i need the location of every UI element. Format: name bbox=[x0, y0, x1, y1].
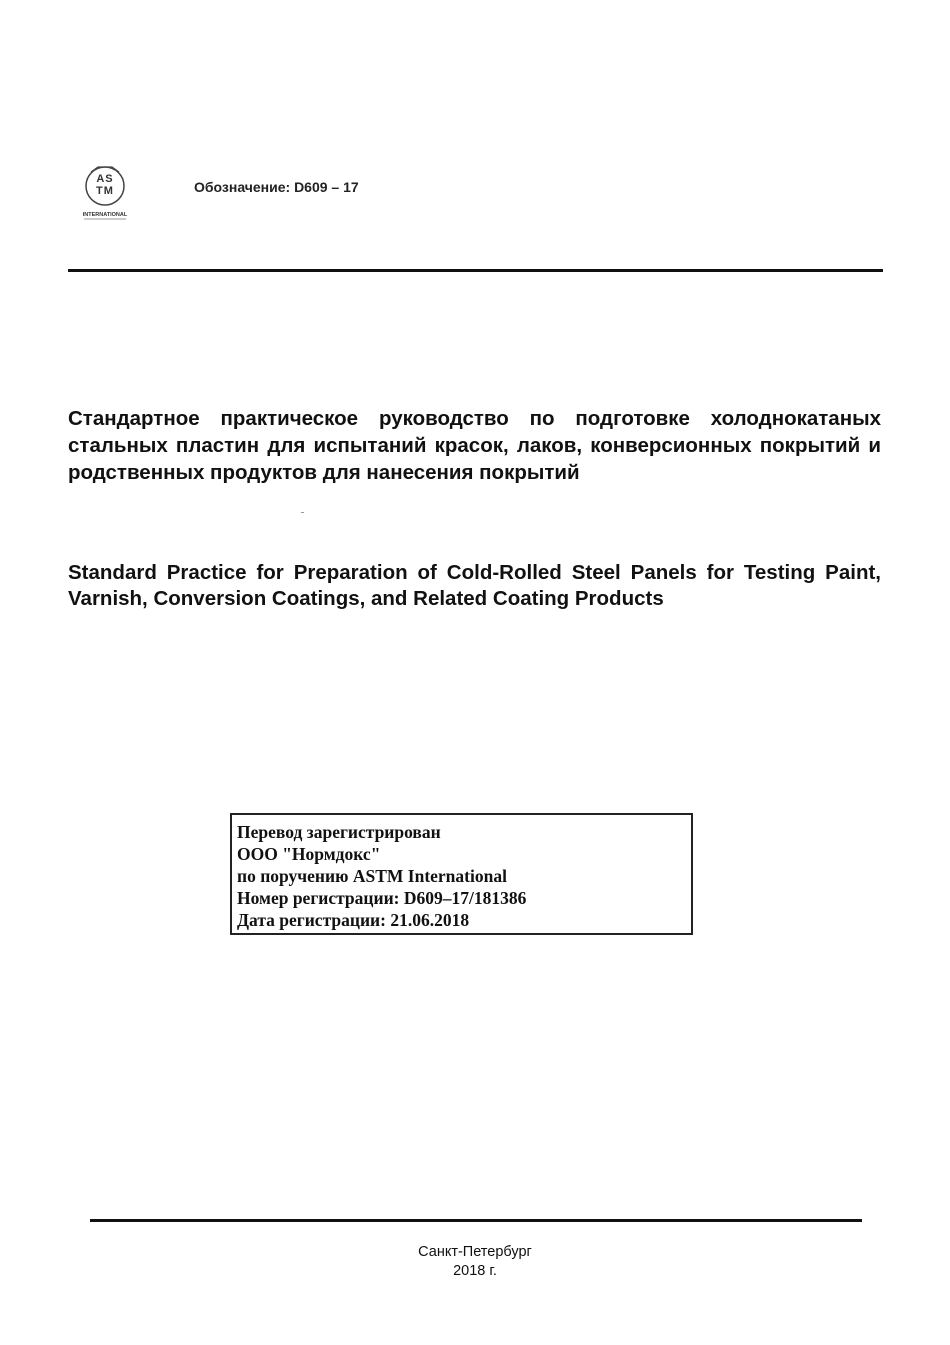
designation-label: Обозначение: D609 – 17 bbox=[194, 179, 359, 195]
astm-logo bbox=[80, 164, 130, 222]
registration-company: ООО "Нормдокс" bbox=[237, 844, 381, 864]
title-russian: Стандартное практическое руководство по подготовке холоднокатаных стальных пластин для испытаний красок, лаков, конверсионных покрытий и родственных продуктов для нанесения покрытий bbox=[68, 407, 881, 484]
registration-number: Номер регистрации: D609–17/181386 bbox=[237, 888, 527, 908]
stray-mark bbox=[301, 512, 304, 513]
footer-year: 2018 г. bbox=[453, 1263, 497, 1279]
registration-line: по поручению ASTM International bbox=[237, 866, 507, 886]
footer-city: Санкт-Петербург bbox=[418, 1244, 532, 1260]
top-divider bbox=[68, 269, 883, 272]
registration-line: Перевод зарегистрирован bbox=[237, 822, 441, 842]
svg-text:AS: AS bbox=[96, 173, 114, 185]
svg-text:INTERNATIONAL: INTERNATIONAL bbox=[82, 212, 128, 218]
registration-date: Дата регистрации: 21.06.2018 bbox=[237, 910, 470, 930]
footer bbox=[0, 1243, 950, 1281]
title-english: Standard Practice for Preparation of Cold-Rolled Steel Panels for Testing Paint, Varnish, Conversion Coatings, and Related Coating Products bbox=[68, 561, 881, 610]
svg-text:TM: TM bbox=[96, 185, 114, 197]
registration-box bbox=[230, 813, 693, 935]
bottom-divider bbox=[90, 1219, 862, 1222]
